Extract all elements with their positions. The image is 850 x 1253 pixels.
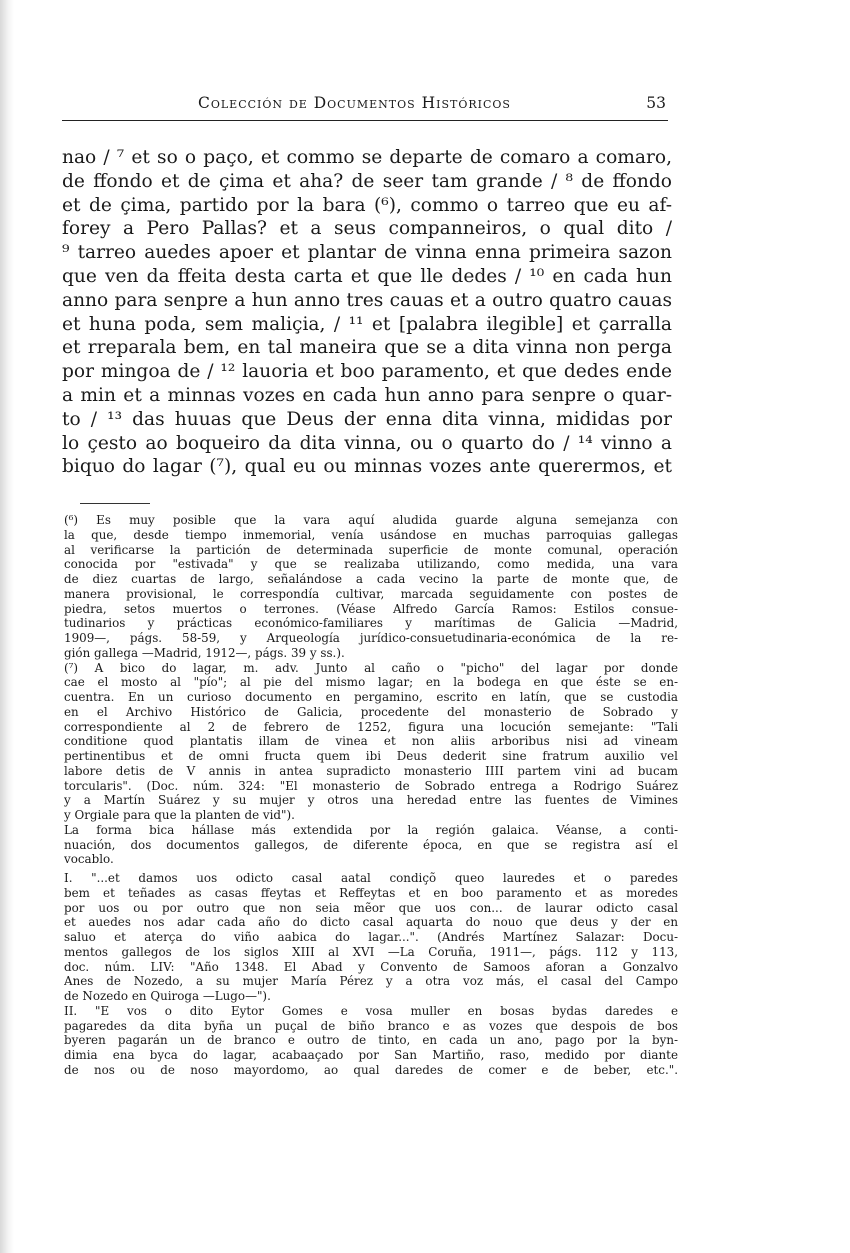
main-text-line: ⁹ tarreo auedes apoer et plantar de vinna enna primeira sazon <box>62 242 672 264</box>
footnote-line: de Nozedo en Quiroga —Lugo—"). <box>64 989 271 1003</box>
footnote-line: byeren pagarán un de branco e outro de tinto, en cada un ano, pago por la byn- <box>64 1033 678 1048</box>
page-binding-edge <box>0 0 14 1253</box>
footnote-separator <box>80 503 150 504</box>
main-text-line: que ven da ffeita desta carta et que lle dedes / ¹⁰ en cada hun <box>62 265 672 287</box>
footnote-7 <box>64 661 678 823</box>
footnotes-block <box>64 513 678 1078</box>
main-text-line: et rreparala bem, en tal maneira que se a dita vinna non perga <box>62 337 672 359</box>
footnote-line: gión gallega —Madrid, 1912—, págs. 39 y ss.). <box>64 645 345 660</box>
footnote-line: II. "E vos o dito Eytor Gomes e vosa muller en bosas bydas daredes e <box>64 1003 678 1018</box>
footnote-line: dimia ena byca do lagar, acabaaçado por San Martiño, raso, medido por diante <box>64 1048 678 1062</box>
footnote-line: torcularis". (Doc. núm. 324: "El monasterio de Sobrado entrega a Rodrigo Suárez <box>64 778 678 793</box>
main-text-line: de ffondo et de çima et aha? de seer tam grande / ⁸ de ffondo <box>62 170 672 192</box>
footnote-line: Anes de Nozedo, a su mujer María Pérez y a otra voz más, el casal del Campo <box>64 974 678 989</box>
footnote-line: en el Archivo Histórico de Galicia, procedente del monasterio de Sobrado y <box>64 704 678 719</box>
footnote-document-i <box>64 871 678 1004</box>
footnote-line: vocablo. <box>64 852 114 867</box>
footnote-document-ii <box>64 1004 678 1078</box>
page-number: 53 <box>646 94 666 112</box>
main-text-line: nao / ⁷ et so o paço, et commo se departe de comaro a comaro, <box>62 147 672 168</box>
footnote-line: saluo et aterça do viño aabica do lagar...". (Andrés Martínez Salazar: Docu- <box>64 930 678 944</box>
main-text-line: forey a Pero Pallas? et a seus companneiros, o qual dito / <box>62 218 672 240</box>
main-text-line: to / ¹³ das huuas que Deus der enna dita vinna, mididas por <box>62 408 672 430</box>
footnote-line: mentos gallegos de los siglos XIII al XVI —La Coruña, 1911—, págs. 112 y 113, <box>64 944 678 959</box>
footnote-line: nuación, dos documentos gallegos, de diferente época, en que se registra así el <box>64 837 678 852</box>
footnote-line: et auedes nos adar cada año do dicto casal aquarta do nouo que deus y der en <box>64 915 678 930</box>
footnote-line: I. "...et damos uos odicto casal aatal condiçõ queo lauredes et o paredes <box>64 871 678 885</box>
main-text-line: lo çesto ao boqueiro da dita vinna, ou o quarto do / ¹⁴ vinno a <box>62 432 672 454</box>
running-header-title: Colección de Documentos Históricos <box>198 94 511 112</box>
footnote-6 <box>64 513 678 661</box>
footnote-line: cuentra. En un curioso documento en pergamino, escrito en latín, que se custodia <box>64 690 678 704</box>
footnote-line: y Orgiale para que la planten de vid"). <box>64 808 295 822</box>
footnote-line: pagaredes da dita byña un puçal de biño branco e as vozes que despois de bos <box>64 1018 678 1033</box>
footnote-line: bem et teñades as casas ffeytas et Reffeytas et en boo paramento et as moredes <box>64 885 678 900</box>
footnote-line: piedra, setos muertos o terrones. (Véase Alfredo García Ramos: Estilos consue- <box>64 601 678 616</box>
footnote-line: correspondiente al 2 de febrero de 1252, figura una locución semejante: "Tali <box>64 719 678 734</box>
main-text-line: et huna poda, sem maliçia, / ¹¹ et [palabra ilegible] et çarralla <box>62 313 672 335</box>
footnote-bica-paragraph <box>64 823 678 867</box>
footnote-line: labore detis de V annis in antea supradicto monasterio IIII partem vini ad bucam <box>64 763 678 778</box>
footnote-line: (⁶) Es muy posible que la vara aquí aludida guarde alguna semejanza con <box>64 513 678 527</box>
main-text-block <box>62 146 672 479</box>
footnote-line: cae el mosto al "pío"; al pie del mismo lagar; en la bodega en que éste se en- <box>64 675 678 690</box>
footnote-line: (⁷) A bico do lagar, m. adv. Junto al caño o "picho" del lagar por donde <box>64 660 678 675</box>
running-header <box>62 94 668 121</box>
footnote-line: manera provisional, le correspondía cultivar, marcada seguidamente con postes de <box>64 586 678 601</box>
footnote-line: de diez cuartas de largo, señalándose a cada vecino la parte de monte que, de <box>64 572 678 586</box>
footnote-line: la que, desde tiempo inmemorial, venía usándose en muchas parroquias gallegas <box>64 527 678 542</box>
footnote-line: y a Martín Suárez y su mujer y otros una heredad entre las fuentes de Vimines <box>64 793 678 808</box>
footnote-line: al verificarse la partición de determinada superficie de monte comunal, operación <box>64 542 678 557</box>
footnote-line: tudinarios y prácticas económico-familiares y marítimas de Galicia —Madrid, <box>64 616 678 631</box>
footnote-line: pertinentibus et de omni fructa quem ibi Deus dederit sine fratrum auxilio vel <box>64 749 678 763</box>
footnote-line: de nos ou de noso mayordomo, ao qual daredes de comer e de beber, etc.". <box>64 1062 678 1077</box>
footnote-line: 1909—, págs. 58-59, y Arqueología jurídico-consuetudinaria-económica de la re- <box>64 631 678 645</box>
footnote-line: conditione quod plantatis illam de vinea et non aliis arboribus nisi ad vineam <box>64 734 678 749</box>
footnote-line: por uos ou por outro que non seia mẽor que uos con... de laurar odicto casal <box>64 900 678 915</box>
footnote-line: La forma bica hállase más extendida por la región galaica. Véanse, a conti- <box>64 822 678 837</box>
main-text-line: a min et a minnas vozes en cada hun anno para senpre o quar- <box>62 384 672 406</box>
footnote-line: doc. núm. LIV: "Año 1348. El Abad y Convento de Samoos aforan a Gonzalvo <box>64 959 678 974</box>
main-text-line: anno para senpre a hun anno tres cauas et a outro quatro cauas <box>62 289 672 311</box>
main-text-line: biquo do lagar (⁷), qual eu ou minnas vozes ante querermos, et <box>62 456 672 478</box>
main-text-line: et de çima, partido por la bara (⁶), commo o tarreo que eu af- <box>62 194 672 216</box>
footnote-line: conocida por "estivada" y que se realizaba utilizando, como medida, una vara <box>64 557 678 572</box>
main-text-line: por mingoa de / ¹² lauoria et boo paramento, et que dedes ende <box>62 361 672 383</box>
